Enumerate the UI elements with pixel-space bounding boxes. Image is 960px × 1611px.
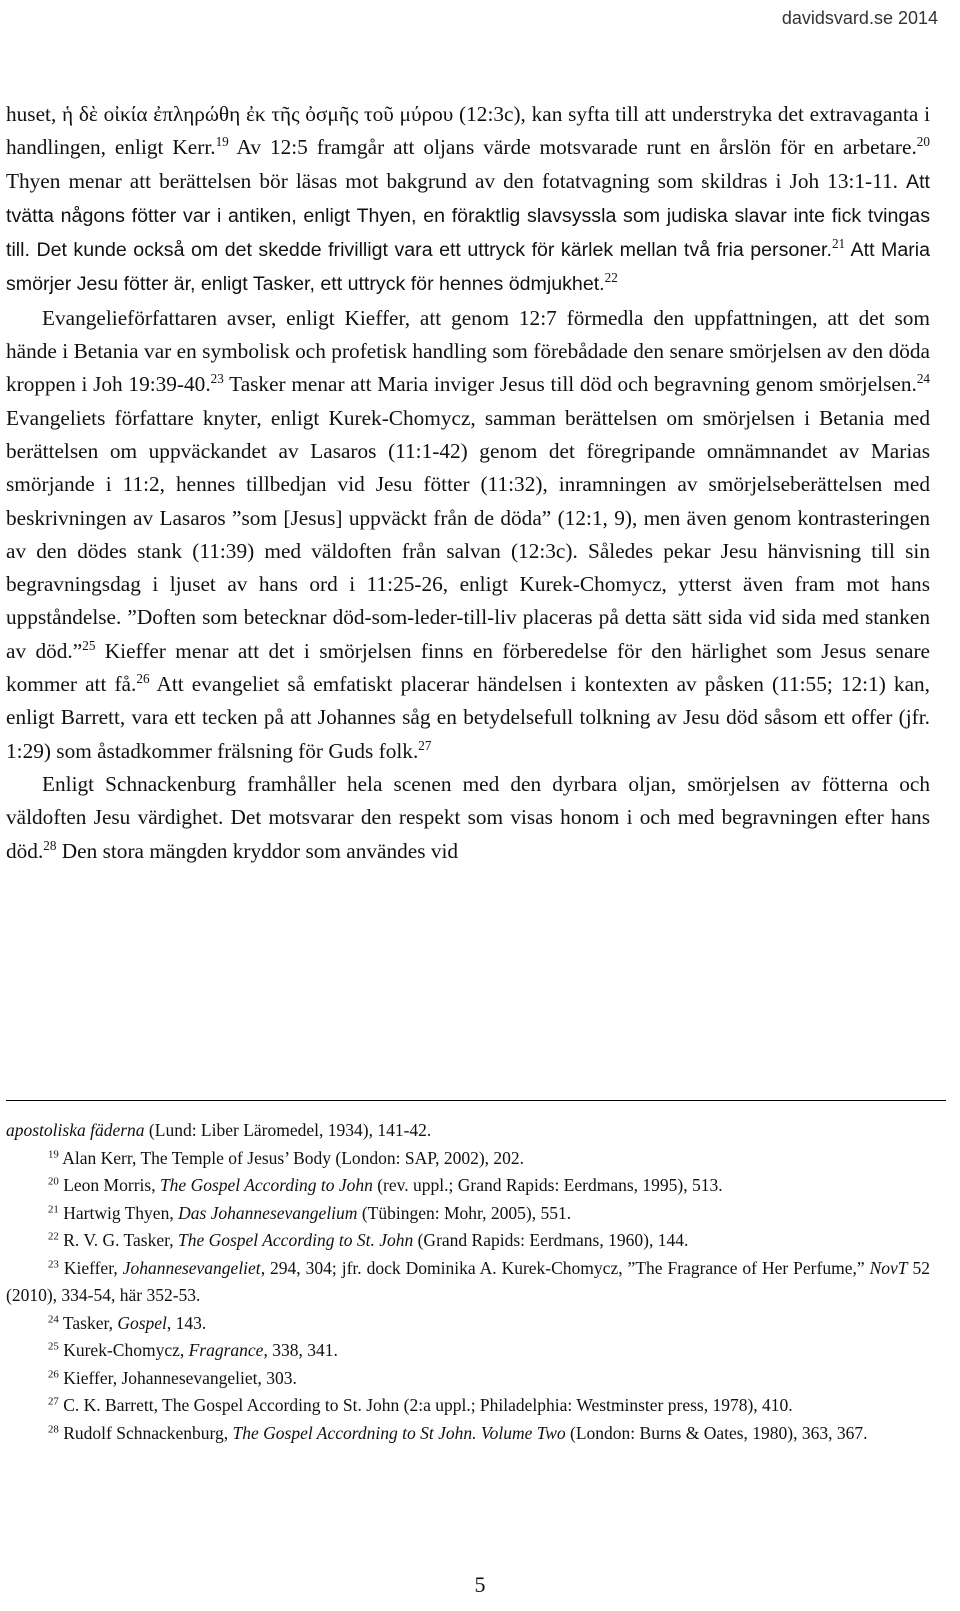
- footnote-number: 22: [48, 1230, 59, 1243]
- footnote-text: (London: Burns & Oates, 1980), 363, 367.: [565, 1422, 868, 1443]
- text-run: Thyen menar att berättelsen bör läsas mot bakgrund av den fotatvagning som skildras i Joh 13:1-11.: [6, 168, 907, 193]
- paragraph-3: [6, 768, 930, 868]
- text-run: Att tvätta någons fötter var i antiken, enligt Thyen, en föraktlig slavsyssla som judiska slavar inte fick tvingas till. Det kunde också om det skedde frivilligt vara ett uttryck för kärlek mellan två fria personer.: [6, 170, 930, 262]
- footnote-number: 23: [48, 1258, 59, 1270]
- footnote-21: [6, 1200, 930, 1228]
- footnote-20: [6, 1172, 930, 1200]
- footnote-title: Gospel: [117, 1312, 167, 1333]
- text-run: Att evangeliet så emfatiskt placerar händelsen i kontexten av påsken (11:55; 12:1) kan, enligt Barrett, vara ett tecken på att Johannes såg en betydelsefull tolkning av Jesu död såsom ett offer (jfr. 1:29) som åstadkommer frälsning för Guds folk.: [6, 672, 930, 763]
- footnote-27: [6, 1392, 930, 1420]
- footnote-25: [6, 1337, 930, 1365]
- footnote-text: C. K. Barrett, The Gospel According to St. John (2:a uppl.; Philadelphia: Westminster press, 1978), 410.: [58, 1395, 793, 1415]
- footnote-number: 28: [48, 1423, 59, 1435]
- main-text: [6, 98, 930, 868]
- footnote-number: 20: [48, 1175, 59, 1188]
- footnote-text: (Lund: Liber Läromedel, 1934), 141-42.: [144, 1120, 432, 1140]
- page-header-site: davidsvard.se 2014: [781, 8, 938, 28]
- footnote-title: apostoliska fäderna: [6, 1120, 145, 1140]
- footnote-number: 24: [48, 1313, 59, 1325]
- footnote-text: Kieffer, Johannesevangeliet, 303.: [58, 1367, 297, 1388]
- text-run: Evangeliets författare knyter, enligt Kurek-Chomycz, samman berättelsen om smörjelsen i Betania med berättelsen om uppväckandet av Lasaros (11:1-42) genom det föregripande omnämnandet av Marias smörjande i 11:2, hennes tillbedjan vid Jesu fötter (11:32), inramningen av smörjelseberättelsen med beskrivningen av Lasaros ”som [Jesus] uppväckt från de döda” (12:1, 9), men även genom kontrasteringen av den dödes stank (11:39) med väldoften från salvan (12:3c). Således pekar Jesu hänvisning till sin begravningsdag i ljuset av hans ord i 11:25-26, enligt Kurek-Chomycz, ytterst även fram mot hans uppståndelse. ”Doften som betecknar död-som-leder-till-liv placeras på detta sätt sida vid sida med stanken av död.”: [6, 405, 930, 663]
- footnote-text: , 294, 304; jfr. dock Dominika A. Kurek-Chomycz, ”The Fragrance of Her Perfume,”: [260, 1257, 870, 1278]
- footnote-number: 19: [48, 1148, 59, 1160]
- footnote-title: Fragrance: [188, 1340, 264, 1360]
- footnote-ref-24[interactable]: 24: [916, 371, 930, 387]
- footnote-title: The Gospel Accordning to St John. Volume Two: [232, 1422, 566, 1443]
- greek-quote: ἡ δὲ οἰκία ἐπληρώθη ἐκ τῆς ὀσμῆς τοῦ μύρου: [62, 102, 454, 126]
- footnote-ref-25[interactable]: 25: [82, 637, 96, 653]
- page-number: 5: [474, 1572, 486, 1597]
- footnote-continuation: [6, 1117, 930, 1145]
- footnote-text: (Tübingen: Mohr, 2005), 551.: [357, 1202, 572, 1223]
- text-run: Evangelieförfattaren avser, enligt Kieffer, att genom 12:7 förmedla den uppfattningen, att det som hände i Betania var en symbolisk och profetisk handling som förebådade den senare smörjelsen av den döda kroppen i Joh 19:39-40.: [6, 305, 930, 397]
- footnote-ref-19[interactable]: 19: [215, 134, 229, 150]
- paragraph-1: [6, 98, 930, 302]
- footnote-text: , 338, 341.: [263, 1340, 338, 1360]
- footnote-ref-21[interactable]: 21: [831, 236, 846, 252]
- footnote-text: Leon Morris,: [58, 1175, 160, 1195]
- footnote-ref-26[interactable]: 26: [136, 671, 150, 687]
- footnote-number: 25: [48, 1340, 59, 1353]
- footnote-24: [6, 1310, 930, 1338]
- paragraph-2: [6, 302, 930, 768]
- footnote-ref-20[interactable]: 20: [916, 134, 930, 150]
- footnote-text: Hartwig Thyen,: [58, 1202, 179, 1223]
- footnote-title: NovT: [869, 1257, 908, 1278]
- footnote-28: [6, 1420, 930, 1448]
- footnote-19: [6, 1145, 930, 1173]
- footnote-text: (Grand Rapids: Eerdmans, 1960), 144.: [413, 1230, 689, 1250]
- footnotes: [6, 1117, 930, 1447]
- footnote-text: (rev. uppl.; Grand Rapids: Eerdmans, 1995), 513.: [372, 1175, 723, 1195]
- text-run: (12:3c), kan syfta till att understryka det extravaganta i handlingen, enligt Kerr.: [6, 102, 931, 160]
- text-run: Enligt Schnackenburg framhåller hela scenen med den dyrbara oljan, smörjelsen av fötterna och väldoften Jesu värdighet. Det motsvarar den respekt som visas honom i och med begravningen efter hans död.: [6, 771, 930, 863]
- footnote-text: Alan Kerr, The Temple of Jesus’ Body (London: SAP, 2002), 202.: [58, 1147, 525, 1168]
- footnote-number: 21: [48, 1203, 59, 1215]
- footnote-ref-23[interactable]: 23: [210, 371, 224, 387]
- footnote-text: , 143.: [166, 1312, 207, 1333]
- footnote-title: The Gospel According to St. John: [177, 1230, 414, 1250]
- text-run: Tasker menar att Maria inviger Jesus till död och begravning genom smörjelsen.: [223, 372, 917, 397]
- footnote-ref-22[interactable]: 22: [604, 270, 618, 286]
- footnote-text: 52 (2010), 334-54, här 352-53.: [6, 1257, 930, 1305]
- footnote-text: Tasker,: [58, 1312, 118, 1333]
- footnote-23: [6, 1255, 930, 1310]
- footnote-text: R. V. G. Tasker,: [58, 1230, 178, 1250]
- footnote-text: Kieffer,: [58, 1257, 123, 1278]
- text-run: Att Maria smörjer Jesu fötter är, enligt Tasker, ett uttryck för hennes ödmjukhet.: [6, 239, 930, 296]
- footnote-22: [6, 1227, 930, 1255]
- footnote-text: Kurek-Chomycz,: [58, 1340, 189, 1360]
- footnote-number: 27: [48, 1395, 59, 1408]
- text-run: Den stora mängden kryddor som användes vid: [56, 838, 459, 863]
- footnote-ref-27[interactable]: 27: [418, 737, 432, 753]
- footnote-title: The Gospel According to John: [159, 1175, 373, 1195]
- footnote-title: Das Johannesevangelium: [178, 1202, 358, 1223]
- text-run: Kieffer menar att det i smörjelsen finns en förberedelse för den härlighet som Jesus senare kommer att få.: [6, 638, 931, 697]
- footnote-separator: [6, 1100, 946, 1101]
- footnote-text: Rudolf Schnackenburg,: [58, 1422, 233, 1443]
- footnote-26: [6, 1365, 930, 1393]
- text-run: Av 12:5 framgår att oljans värde motsvarade runt en årslön för en arbetare.: [228, 135, 917, 160]
- footnote-title: Johannesevangeliet: [122, 1257, 261, 1278]
- text-run: huset,: [6, 102, 63, 126]
- footnote-number: 26: [48, 1368, 59, 1380]
- footnote-ref-28[interactable]: 28: [43, 837, 57, 853]
